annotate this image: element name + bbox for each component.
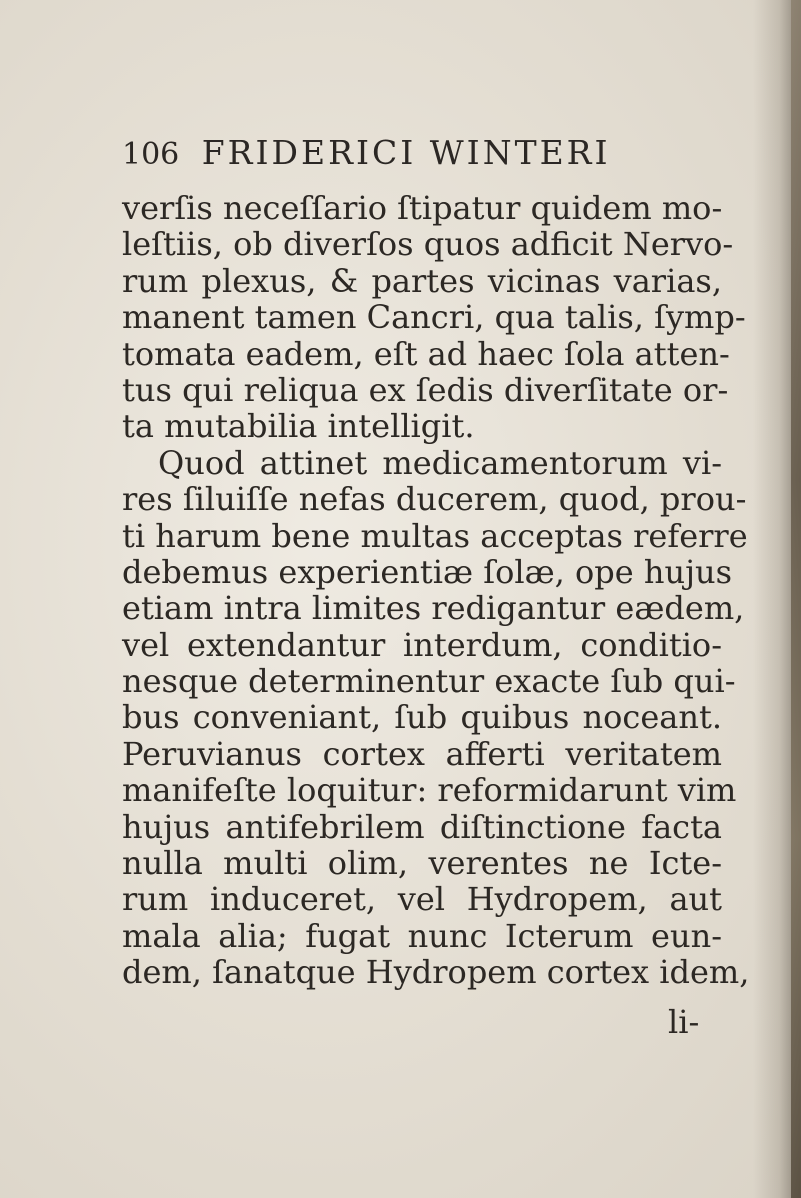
text-line: Peruvianus cortex afferti veritatem xyxy=(122,734,722,773)
text-line: hujus antifebrilem diſtinctione facta xyxy=(122,807,722,846)
text-line: vel extendantur interdum, conditio- xyxy=(122,625,722,664)
running-head xyxy=(122,133,611,172)
text-line: mala alia; fugat nunc Icterum eun- xyxy=(122,916,722,955)
text-line: manifeſte loquitur: reformidarunt vim xyxy=(122,771,737,810)
text-line: ti harum bene multas acceptas referre xyxy=(122,516,748,555)
text-line: leſtiis, ob diverſos quos adficit Nervo- xyxy=(122,225,734,264)
text-line: rum plexus, & partes vicinas varias, xyxy=(122,261,722,300)
text-line: manent tamen Cancri, qua talis, ſymp- xyxy=(122,298,746,337)
catchword: li- xyxy=(668,1003,700,1041)
text-line: etiam intra limites redigantur eædem, xyxy=(122,589,745,628)
text-line: dem, ſanatque Hydropem cortex idem, xyxy=(122,953,750,992)
text-line: nesque determinentur exacte ſub qui- xyxy=(122,662,736,701)
text-line: bus conveniant, ſub quibus noceant. xyxy=(122,698,722,737)
text-line: ta mutabilia intelligit. xyxy=(122,407,475,446)
text-line: nulla multi olim, verentes ne Icte- xyxy=(122,844,722,883)
text-line: tus qui reliqua ex ſedis diverſitate or- xyxy=(122,370,729,409)
text-line: tomata eadem, eſt ad haec ſola atten- xyxy=(122,334,730,373)
running-head-title: FRIDERICI WINTERI xyxy=(201,133,611,172)
text-line: debemus experientiæ ſolæ, ope hujus xyxy=(122,552,733,591)
body-text xyxy=(122,189,750,992)
page-edge xyxy=(791,0,801,1198)
text-line: res ſiluiſſe nefas ducerem, quod, prou- xyxy=(122,480,747,519)
text-line: Quod attinet medicamentorum vi- xyxy=(158,443,722,482)
text-line: rum induceret, vel Hydropem, aut xyxy=(122,880,722,919)
page-number: 106 xyxy=(122,137,180,172)
text-line: verſis neceſſario ſtipatur quidem mo- xyxy=(122,189,723,227)
